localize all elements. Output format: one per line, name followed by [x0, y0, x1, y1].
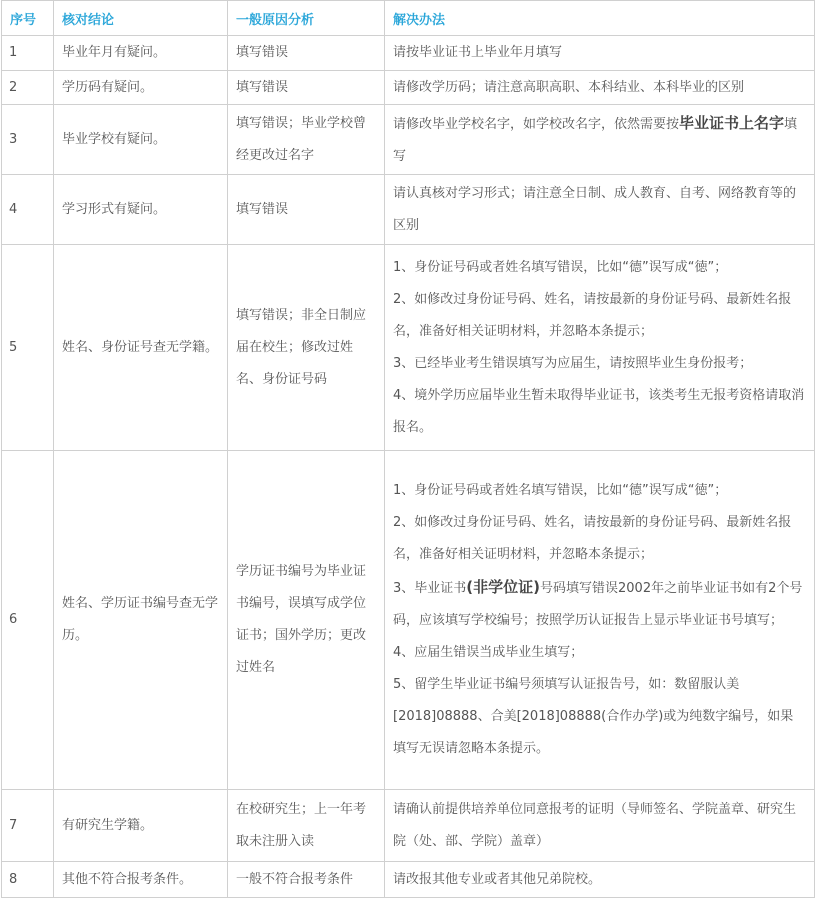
row-number: 1	[2, 36, 54, 71]
row-solution	[385, 245, 815, 451]
row-number: 4	[2, 175, 54, 245]
row-solution: 请认真核对学习形式；请注意全日制、成人教育、自考、网络教育等的区别	[385, 175, 815, 245]
header-reason: 一般原因分析	[228, 1, 385, 36]
solution-item: 2、如修改过身份证号码、姓名，请按最新的身份证号码、最新姓名报名，准备好相关证明材料，并忽略本条提示；	[393, 291, 792, 339]
row-reason: 填写错误	[228, 36, 385, 71]
row-conclusion: 有研究生学籍。	[54, 790, 228, 862]
row-reason: 填写错误	[228, 71, 385, 105]
row-number: 3	[2, 105, 54, 175]
row-solution: 请改报其他专业或者其他兄弟院校。	[385, 862, 815, 898]
row-conclusion: 姓名、学历证书编号查无学历。	[54, 451, 228, 790]
row-conclusion: 姓名、身份证号查无学籍。	[54, 245, 228, 451]
row-conclusion: 毕业学校有疑问。	[54, 105, 228, 175]
solution-item: 1、身份证号码或者姓名填写错误，比如“德”误写成“徳”；	[393, 483, 728, 498]
solution-text: 号码填写错误2002年之前毕业证书如有2个号码，应该填写学校编号；按照学历认证报告上显示毕业证书号填写；	[393, 581, 803, 628]
solution-text: 填写	[393, 116, 798, 164]
table-row	[2, 862, 815, 898]
row-number: 5	[2, 245, 54, 451]
header-solution: 解决办法	[385, 1, 815, 36]
header-no: 序号	[2, 1, 54, 36]
solution-item: 5、留学生毕业证书编号须填写认证报告号，如：数留服认美[2018]08888、合美[2018]08888(合作办学)或为纯数字编号，如果填写无误请忽略本条提示。	[393, 677, 794, 756]
row-number: 8	[2, 862, 54, 898]
solution-item: 3、已经毕业考生错误填写为应届生，请按照毕业生身份报考；	[393, 355, 753, 371]
table-row	[2, 105, 815, 175]
table-header-row	[2, 1, 815, 36]
row-solution: 请确认前提供培养单位同意报考的证明（导师签名、学院盖章、研究生院（处、部、学院）盖章）	[385, 790, 815, 862]
table-row	[2, 451, 815, 790]
solution-item: 4、应届生错误当成毕业生填写；	[393, 645, 584, 660]
table-row	[2, 245, 815, 451]
row-conclusion: 学习形式有疑问。	[54, 175, 228, 245]
verification-table	[1, 0, 815, 898]
solution-text: 请修改毕业学校名字，如学校改名字，依然需要按	[393, 116, 680, 132]
row-solution: 请修改学历码；请注意高职高职、本科结业、本科毕业的区别	[385, 71, 815, 105]
row-solution: 请按毕业证书上毕业年月填写	[385, 36, 815, 71]
row-conclusion: 学历码有疑问。	[54, 71, 228, 105]
table-row	[2, 36, 815, 71]
table-row	[2, 790, 815, 862]
table-row	[2, 71, 815, 105]
row-solution	[385, 451, 815, 790]
row-reason: 一般不符合报考条件	[228, 862, 385, 898]
row-reason: 填写错误；毕业学校曾经更改过名字	[228, 105, 385, 175]
row-reason: 在校研究生；上一年考取未注册入读	[228, 790, 385, 862]
row-number: 2	[2, 71, 54, 105]
solution-item	[393, 571, 806, 637]
solution-item: 2、如修改过身份证号码、姓名，请按最新的身份证号码、最新姓名报名，准备好相关证明材料，并忽略本条提示；	[393, 515, 792, 562]
row-reason: 填写错误；非全日制应届在校生；修改过姓名、身份证号码	[228, 245, 385, 451]
row-reason: 学历证书编号为毕业证书编号，误填写成学位证书；国外学历；更改过姓名	[228, 451, 385, 790]
solution-item: 4、境外学历应届毕业生暂未取得毕业证书，该类考生无报考资格请取消报名。	[393, 387, 805, 435]
header-conclusion: 核对结论	[54, 1, 228, 36]
emphasis-text: 毕业证书上名字	[679, 113, 785, 132]
row-conclusion: 其他不符合报考条件。	[54, 862, 228, 898]
row-conclusion: 毕业年月有疑问。	[54, 36, 228, 71]
solution-text: 3、毕业证书	[393, 581, 467, 596]
table-row	[2, 175, 815, 245]
emphasis-text: (非学位证)	[466, 578, 540, 596]
row-solution	[385, 105, 815, 175]
solution-item: 1、身份证号码或者姓名填写错误，比如“德”误写成“徳”；	[393, 259, 728, 275]
row-number: 6	[2, 451, 54, 790]
row-number: 7	[2, 790, 54, 862]
row-reason: 填写错误	[228, 175, 385, 245]
